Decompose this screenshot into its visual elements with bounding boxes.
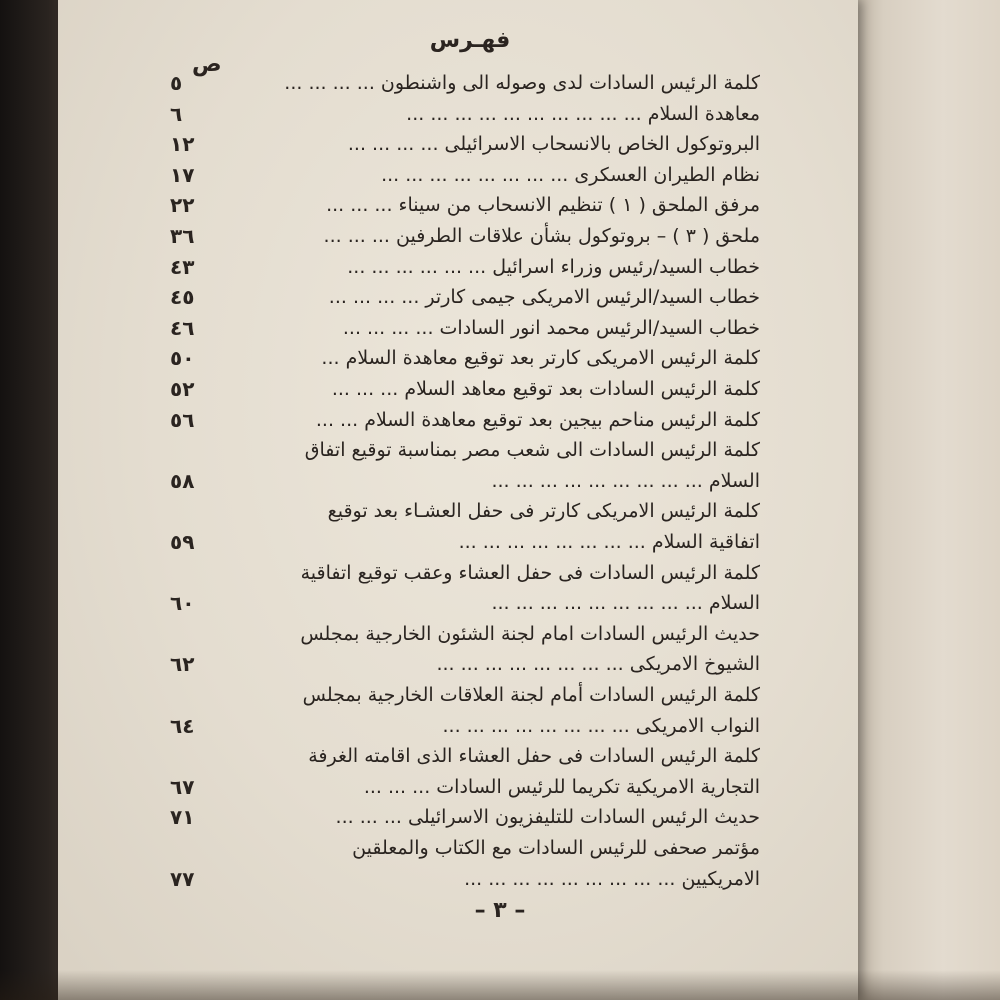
toc-entry-page-number: ٥٩ [170,530,195,554]
toc-entry-page-number [170,680,230,710]
toc-entry-page-number: ٦٧ [170,775,195,799]
page-number-footer: – ٣ – [474,898,526,923]
toc-entry-page-number: ٥٠ [170,346,195,370]
toc-entry-page-number [170,741,230,771]
toc-entry-text: السلام ... ... ... ... ... ... ... ... ... [491,470,760,492]
toc-entry-text: مؤتمر صحفى للرئيس السادات مع الكتاب والمعلقين [352,837,760,859]
toc-entry-text: كلمة الرئيس السادات فى حفل العشاء وعقب توقيع اتفاقية [300,562,760,584]
toc-entry-text: معاهدة السلام ... ... ... ... ... ... ... ... ... ... [406,103,760,125]
toc-entry-text: التجارية الامريكية تكريما للرئيس السادات ... ... ... [363,776,760,798]
toc-entry-page-number: ٥٦ [170,408,195,432]
toc-entry-page-number: ٤٥ [170,285,195,309]
toc-entry-page-number [170,558,230,588]
toc-entry-page-number: ٧١ [170,805,195,829]
toc-entry-text: اتفاقية السلام ... ... ... ... ... ... ... ... [458,531,760,553]
toc-entry-text: ملحق ( ٣ ) – بروتوكول بشأن علاقات الطرفين ... ... ... [323,225,760,247]
toc-entry-page-number: ٥ [170,71,183,95]
toc-entry-text: الامريكيين ... ... ... ... ... ... ... ... ... [464,868,760,890]
toc-entry-page-number [170,833,230,863]
toc-entry-page-number: ٦٠ [170,591,195,615]
toc-entry-text: كلمة الرئيس السادات بعد توقيع معاهد السلام ... ... ... [331,378,760,400]
toc-entry-text: خطاب السيد/الرئيس الامريكى جيمى كارتر ... ... ... ... [328,286,760,308]
toc-entry-text: كلمة الرئيس السادات لدى وصوله الى واشنطون ... ... ... ... [284,72,760,94]
toc-entry-text: خطاب السيد/رئيس وزراء اسرائيل ... ... ... ... ... ... [347,256,760,278]
toc-entry-page-number: ٦ [170,102,183,126]
toc-entry-text: حديث الرئيس السادات للتليفزيون الاسرائيلى ... ... ... [335,806,760,828]
toc-entry-text: البروتوكول الخاص بالانسحاب الاسرائيلى ... ... ... ... [347,133,760,155]
toc-entry-page-number: ٦٤ [170,714,195,738]
toc-entry-text: خطاب السيد/الرئيس محمد انور السادات ... ... ... ... [342,317,760,339]
page-title: فهـرس [429,28,511,53]
toc-entry-page-number: ١٢ [170,132,195,156]
toc-entry-page-number: ٤٦ [170,316,195,340]
toc-entry-text: كلمة الرئيس السادات فى حفل العشاء الذى اقامته الغرفة [308,745,760,767]
toc-entry-text: كلمة الرئيس السادات الى شعب مصر بمناسبة توقيع اتفاق [304,439,760,461]
toc-entry-text: كلمة الرئيس السادات أمام لجنة العلاقات الخارجية بمجلس [302,684,760,706]
toc-entry-text: حديث الرئيس السادات امام لجنة الشئون الخارجية بمجلس [300,623,760,645]
toc-entry-text: النواب الامريكى ... ... ... ... ... ... ... ... [442,715,760,737]
page-column-header: ص [192,52,222,77]
toc-entry-text: كلمة الرئيس الامريكى كارتر بعد توقيع معاهدة السلام ... [321,347,760,369]
toc-entry-text: كلمة الرئيس الامريكى كارتر فى حفل العشـاء بعد توقيع [327,500,760,522]
toc-entry-page-number [170,496,230,526]
toc-entry-text: الشيوخ الامريكى ... ... ... ... ... ... ... ... [436,653,760,675]
toc-entry-text: نظام الطيران العسكرى ... ... ... ... ... ... ... ... [381,164,760,186]
toc-entry-page-number: ٧٧ [170,867,195,891]
toc-entry-page-number: ٢٢ [170,193,195,217]
toc-entry-page-number: ٥٢ [170,377,195,401]
toc-entry-text: السلام ... ... ... ... ... ... ... ... ... [491,592,760,614]
toc-entry-page-number: ٥٨ [170,469,195,493]
toc-entry-page-number: ٤٣ [170,255,195,279]
toc-entry-page-number: ٦٢ [170,652,195,676]
toc-entry-page-number [170,619,230,649]
bottom-shadow [0,970,1000,1000]
facing-page [858,0,1000,1000]
toc-entry-page-number: ٣٦ [170,224,195,248]
toc-entry-page-number: ١٧ [170,163,195,187]
toc-entry-text: كلمة الرئيس مناحم بيجين بعد توقيع معاهدة السلام ... ... [315,409,760,431]
toc-entry-text: مرفق الملحق ( ١ ) تنظيم الانسحاب من سيناء ... ... ... [326,194,760,216]
toc-entry-page-number [170,435,230,465]
